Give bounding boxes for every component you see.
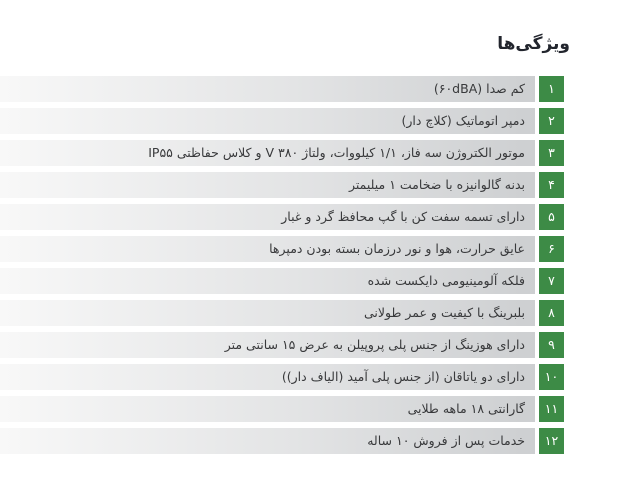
feature-row [0,108,564,134]
feature-row [0,332,564,358]
feature-text: کم صدا (۶۰dBA) [0,76,535,102]
feature-text: دمپر اتوماتیک (کلاچ دار) [0,108,535,134]
feature-text: بلبرینگ با کیفیت و عمر طولانی [0,300,535,326]
feature-number-badge: ۱۲ [539,428,564,454]
feature-text: دارای هوزینگ از جنس پلی پروپیلن به عرض ۱۵ سانتی متر [0,332,535,358]
feature-text: فلکه آلومینیومی دایکست شده [0,268,535,294]
feature-number-badge: ۱۰ [539,364,564,390]
feature-row [0,236,564,262]
feature-row [0,172,564,198]
feature-row [0,268,564,294]
feature-row [0,396,564,422]
feature-text: دارای تسمه سفت کن با گپ محافظ گرد و غبار [0,204,535,230]
feature-text: گارانتی ۱۸ ماهه طلایی [0,396,535,422]
feature-text: عایق حرارت، هوا و نور درزمان بسته بودن دمپرها [0,236,535,262]
feature-number-badge: ۴ [539,172,564,198]
feature-text: خدمات پس از فروش ۱۰ ساله [0,428,535,454]
feature-number-badge: ۱ [539,76,564,102]
feature-row [0,76,564,102]
feature-number-badge: ۱۱ [539,396,564,422]
feature-number-badge: ۲ [539,108,564,134]
feature-number-badge: ۶ [539,236,564,262]
feature-number-badge: ۳ [539,140,564,166]
feature-row [0,428,564,454]
feature-row [0,364,564,390]
feature-number-badge: ۸ [539,300,564,326]
page-title: ویژگی‌ها [497,34,570,54]
feature-number-badge: ۹ [539,332,564,358]
feature-number-badge: ۵ [539,204,564,230]
feature-text: دارای دو یاتاقان (از جنس پلی آمید (الیاف دار)) [0,364,535,390]
feature-row [0,300,564,326]
feature-list [0,76,564,460]
feature-row [0,140,564,166]
feature-row [0,204,564,230]
feature-text: موتور الکتروژن سه فاز، ۱/۱ کیلووات، ولتاژ ۳۸۰ V و کلاس حفاظتی IP۵۵ [0,140,535,166]
feature-number-badge: ۷ [539,268,564,294]
feature-text: بدنه گالوانیزه با ضخامت ۱ میلیمتر [0,172,535,198]
